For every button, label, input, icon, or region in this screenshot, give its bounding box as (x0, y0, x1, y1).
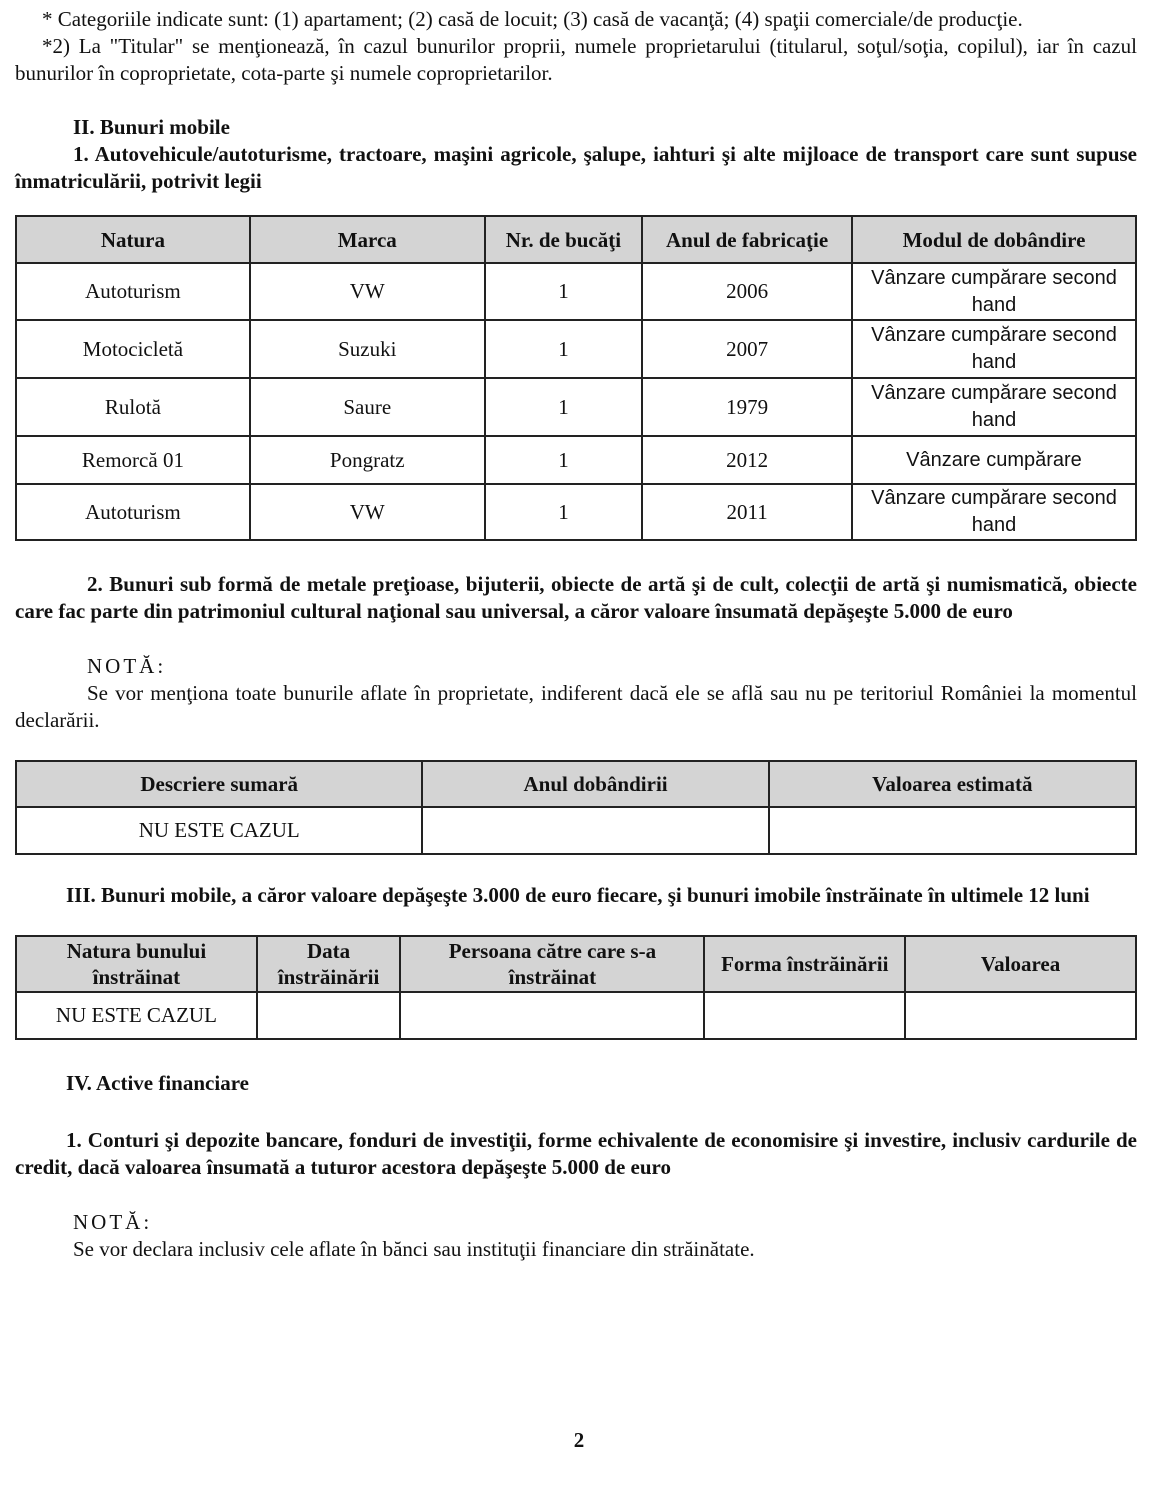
table-row (16, 484, 1136, 540)
cell-valoarea (905, 992, 1136, 1039)
cell-nr: 1 (485, 436, 643, 484)
cell-mod: Vânzare cumpărare second hand (852, 378, 1136, 436)
cell-nr: 1 (485, 263, 643, 320)
vehicles-table (15, 215, 1137, 541)
col-natura-bunului: Natura bunului înstrăinat (16, 936, 257, 992)
alienated-table (15, 935, 1137, 1040)
col-valoarea: Valoarea (905, 936, 1136, 992)
table-row (16, 378, 1136, 436)
cell-natura-bunului: NU ESTE CAZUL (16, 992, 257, 1039)
alienated-header-row (16, 936, 1136, 992)
section-ii-1-heading: 1. Autovehicule/autoturisme, tractoare, maşini agricole, şalupe, iahturi şi alte mijloace de transport care sunt supuse înmatriculării, potrivit legii (15, 142, 1137, 193)
cell-an: 2011 (642, 484, 852, 540)
cell-an: 1979 (642, 378, 852, 436)
section-ii-2-heading: 2. Bunuri sub formă de metale preţioase, bijuterii, obiecte de artă şi de cult, colecţii de artă şi numismatică, obiecte care fac parte din patrimoniul cultural naţional sau universal, a căror valoare însumată depăşeşte 5.000 de euro (15, 572, 1137, 623)
col-anul-fabricatie: Anul de fabricaţie (642, 216, 852, 263)
table-row (16, 436, 1136, 484)
cell-an: 2006 (642, 263, 852, 320)
cell-data (257, 992, 401, 1039)
col-valoarea-estimata: Valoarea estimată (769, 761, 1136, 807)
table-row (16, 263, 1136, 320)
cell-marca: Pongratz (250, 436, 485, 484)
cell-mod: Vânzare cumpărare second hand (852, 263, 1136, 320)
col-anul-dobandirii: Anul dobândirii (422, 761, 768, 807)
col-modul-dobandire: Modul de dobândire (852, 216, 1136, 263)
table-row (16, 320, 1136, 378)
valuables-header-row (16, 761, 1136, 807)
cell-mod: Vânzare cumpărare (852, 436, 1136, 484)
cell-natura: Remorcă 01 (16, 436, 250, 484)
nota-text-2: Se vor declara inclusiv cele aflate în bănci sau instituţii financiare din străinătate. (73, 1237, 755, 1261)
cell-mod: Vânzare cumpărare second hand (852, 320, 1136, 378)
cell-marca: VW (250, 484, 485, 540)
cell-natura: Autoturism (16, 263, 250, 320)
col-nr-bucati: Nr. de bucăţi (485, 216, 643, 263)
footnote-categories: * Categoriile indicate sunt: (1) apartament; (2) casă de locuit; (3) casă de vacanţă; (4) spaţii comerciale/de producţie. (42, 7, 1023, 31)
cell-persoana (400, 992, 704, 1039)
cell-natura: Motocicletă (16, 320, 250, 378)
valuables-table (15, 760, 1137, 855)
footnote-titular: *2) La "Titular" se menţionează, în cazul bunurilor proprii, numele proprietarului (titularul, soţul/soţia, copilul), iar în cazul bunurilor în coproprietate, cota-parte şi numele coproprietarilor. (15, 34, 1137, 85)
cell-nr: 1 (485, 378, 643, 436)
cell-forma (704, 992, 905, 1039)
cell-descriere: NU ESTE CAZUL (16, 807, 422, 854)
cell-natura: Autoturism (16, 484, 250, 540)
section-iv-heading: IV. Active financiare (66, 1071, 249, 1095)
section-ii-heading: II. Bunuri mobile (73, 115, 230, 139)
cell-an: 2007 (642, 320, 852, 378)
cell-marca: Suzuki (250, 320, 485, 378)
col-data: Data înstrăinării (257, 936, 401, 992)
nota-label-2: NOTĂ: (73, 1210, 153, 1234)
table-row (16, 992, 1136, 1039)
section-iv-1-heading: 1. Conturi şi depozite bancare, fonduri de investiţii, forme echivalente de economisire şi investire, inclusiv cardurile de credit, dacă valoarea însumată a tuturor acestora depăşeşte 5.000 de euro (15, 1128, 1137, 1179)
cell-nr: 1 (485, 484, 643, 540)
cell-anul (422, 807, 768, 854)
cell-marca: Saure (250, 378, 485, 436)
nota-label: NOTĂ: (87, 654, 167, 678)
cell-valoarea (769, 807, 1136, 854)
cell-mod: Vânzare cumpărare second hand (852, 484, 1136, 540)
section-iii-heading: III. Bunuri mobile, a căror valoare depăşeşte 3.000 de euro fiecare, şi bunuri imobile înstrăinate în ultimele 12 luni (66, 883, 1090, 907)
col-marca: Marca (250, 216, 485, 263)
vehicles-header-row (16, 216, 1136, 263)
document-page (15, 6, 1137, 1263)
page-number: 2 (573, 1428, 585, 1452)
nota-text: Se vor menţiona toate bunurile aflate în proprietate, indiferent dacă ele se află sau nu pe teritoriul României la momentul declarării. (15, 681, 1137, 732)
col-forma: Forma înstrăinării (704, 936, 905, 992)
cell-nr: 1 (485, 320, 643, 378)
col-persoana: Persoana către care s-a înstrăinat (400, 936, 704, 992)
col-descriere: Descriere sumară (16, 761, 422, 807)
cell-marca: VW (250, 263, 485, 320)
table-row (16, 807, 1136, 854)
cell-natura: Rulotă (16, 378, 250, 436)
col-natura: Natura (16, 216, 250, 263)
cell-an: 2012 (642, 436, 852, 484)
